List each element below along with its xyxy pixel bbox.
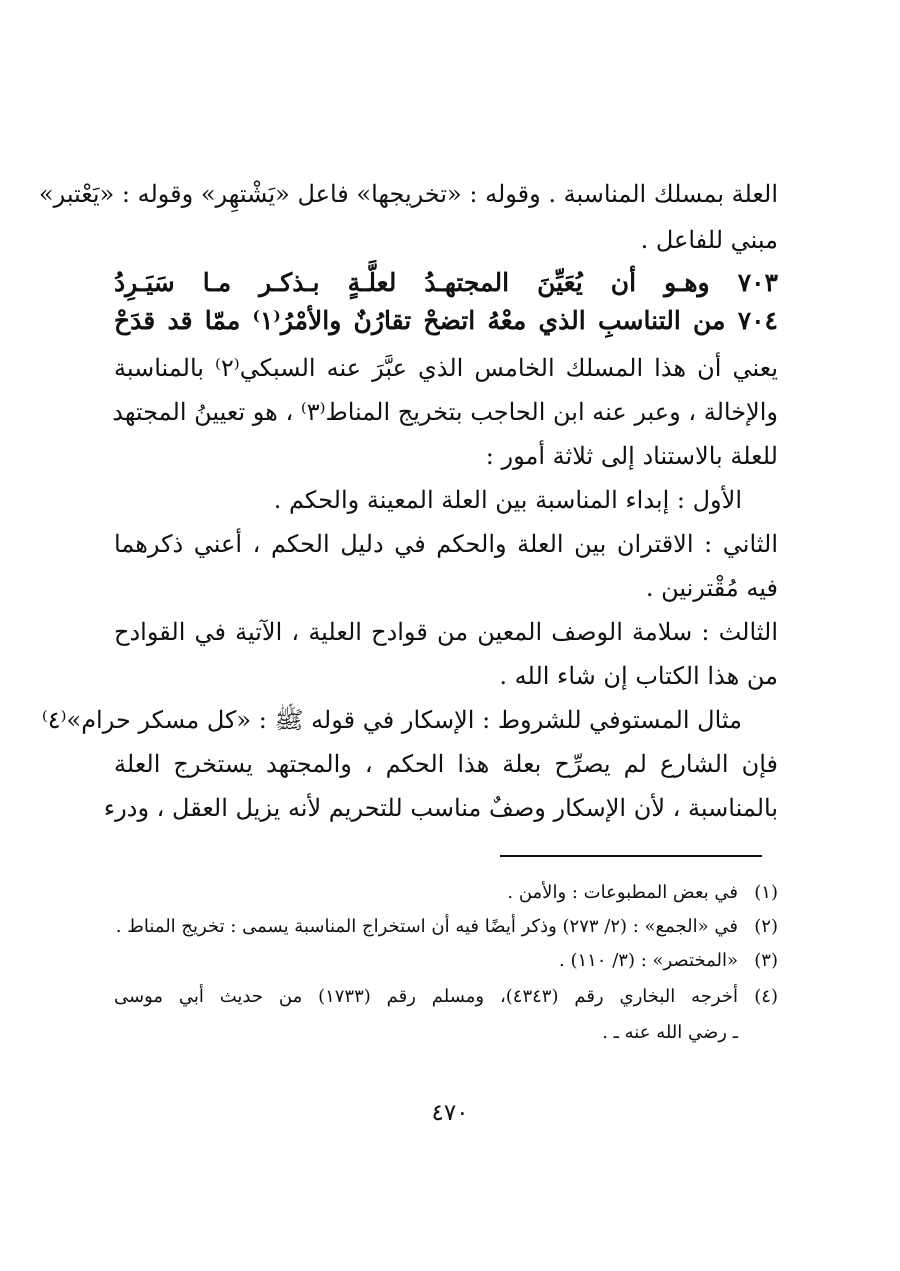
- body-line: بالمناسبة ، لأن الإسكار وصفٌ مناسب للتحريم لأنه يزيل العقل ، ودرء: [103, 794, 778, 822]
- body-line: للعلة بالاستناد إلى ثلاثة أمور :: [485, 442, 778, 470]
- body-line: والإخالة ، وعبر عنه ابن الحاجب بتخريج المناط⁽٣⁾ ، هو تعيينُ المجتهد: [112, 398, 778, 426]
- body-line: العلة بمسلك المناسبة . وقوله : «تخريجها» فاعل «يَشْتهِر» وقوله : «يَعْتبر»: [38, 180, 778, 208]
- footnote-number: (٤): [754, 986, 778, 1007]
- body-line: يعني أن هذا المسلك الخامس الذي عبَّرَ عنه السبكي⁽٢⁾ بالمناسبة: [114, 354, 778, 382]
- footnote-text: في «الجمع» : (٢/ ٢٧٣) وذكر أيضًا فيه أن استخراج المناسبة يسمى : تخريج المناط .: [115, 916, 738, 937]
- footnote: [114, 914, 778, 940]
- footnote-separator: [500, 855, 762, 857]
- body-line: مبني للفاعل .: [640, 226, 778, 254]
- verse-line: [114, 304, 778, 338]
- footnote-text: «المختصر» : (٣/ ١١٠) .: [559, 950, 738, 971]
- body-line: الثاني : الاقتران بين العلة والحكم في دليل الحكم ، أعني ذكرهما: [114, 530, 778, 558]
- footnote-number: (١): [754, 882, 778, 903]
- verse-text: وهـو أن يُعَيِّنَ المجتهـدُ لعلَّـةٍ بـذكـر مـا سَيَـرِدُ: [114, 268, 710, 297]
- page-number: ٤٧٠: [431, 1100, 469, 1126]
- body-line: فإن الشارع لم يصرِّح بعلة هذا الحكم ، والمجتهد يستخرج العلة: [114, 750, 778, 778]
- footnote-number: (٣): [754, 950, 778, 971]
- footnote: [114, 1020, 778, 1046]
- footnote-text: ـ رضي الله عنه ـ .: [602, 1022, 738, 1043]
- body-line: مثال المستوفي للشروط : الإسكار في قوله ﷺ : «كل مسكر حرام»⁽٤⁾: [41, 706, 742, 734]
- verse-number: ٧٠٤: [737, 306, 778, 335]
- footnote-text: في بعض المطبوعات : والأمن .: [507, 882, 738, 903]
- verse-text: من التناسبِ الذي معْهُ اتضحْ تقارُنٌ والأمْرُ⁽١⁾ ممّا قد قدَحْ: [114, 306, 726, 335]
- verse-number: ٧٠٣: [737, 268, 778, 297]
- body-line: الأول : إبداء المناسبة بين العلة المعينة والحكم .: [273, 486, 742, 514]
- body-line: فيه مُقْترنين .: [645, 574, 778, 602]
- footnote: [114, 948, 778, 974]
- body-line: الثالث : سلامة الوصف المعين من قوادح العلية ، الآتية في القوادح: [114, 618, 778, 646]
- verse-line: [114, 266, 778, 300]
- footnote: [114, 880, 778, 906]
- footnote-number: (٢): [754, 916, 778, 937]
- footnote: [114, 984, 778, 1010]
- body-line: من هذا الكتاب إن شاء الله .: [499, 662, 778, 690]
- footnote-text: أخرجه البخاري رقم (٤٣٤٣)، ومسلم رقم (١٧٣٣) من حديث أبي موسى: [114, 986, 738, 1007]
